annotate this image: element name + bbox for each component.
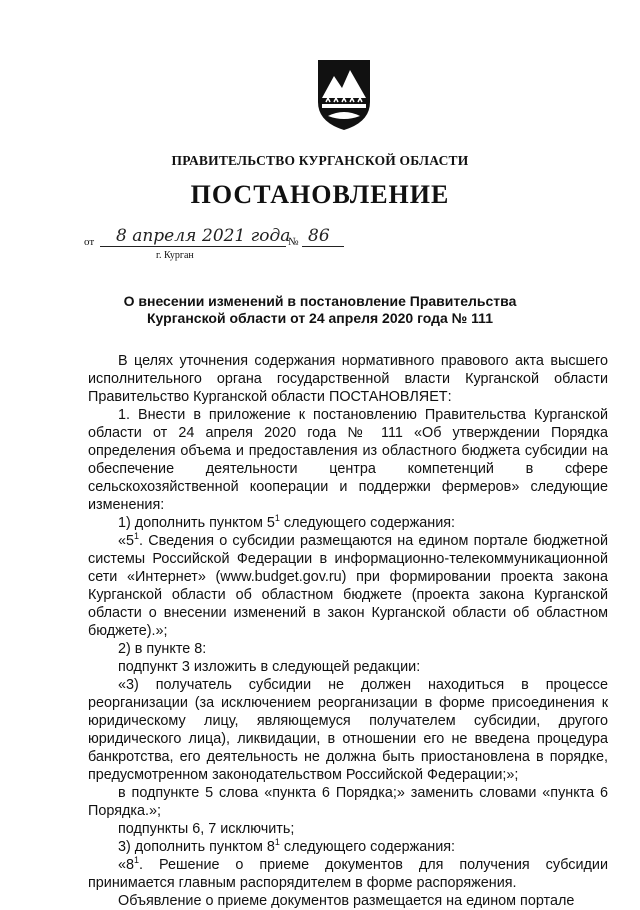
government-name: ПРАВИТЕЛЬСТВО КУРГАНСКОЙ ОБЛАСТИ xyxy=(171,153,469,168)
coat-of-arms-icon xyxy=(314,58,374,132)
handwritten-number: 86 xyxy=(308,226,330,246)
paragraph: 3) дополнить пунктом $8^1$ следующего содержания: xyxy=(118,837,456,855)
document-type: ПОСТАНОВЛЕНИЕ xyxy=(190,180,450,209)
document-title: О внесении изменений в постановление Правительства Курганской области от 24 апреля 2020 года № 111 xyxy=(123,293,517,326)
number-label: № xyxy=(288,236,299,248)
paragraph: 1. Внести в приложение к постановлению Правительства Курганской области от 24 апреля 2020 года № 111 «Об утверждении Порядка определения объема и предоставления из областного бюджета субсидии на обеспечение деятельности центра компетенций в сфере сельскохозяйственной кооперации и поддержки фермеров» следующие изменения: xyxy=(88,407,608,513)
paragraph: 2) в пункте 8: xyxy=(118,641,207,657)
paragraph: «$8^1$. Решение о приеме документов для получения субсидии принимается главным распорядителем в форме распоряжения. xyxy=(88,855,608,891)
paragraph: 1) дополнить пунктом $5^1$ следующего содержания: xyxy=(118,513,456,531)
document-body xyxy=(88,352,608,910)
city-label: г. Курган xyxy=(156,250,194,261)
date-prefix: от xyxy=(84,236,95,248)
paragraph: подпункты 6, 7 исключить; xyxy=(118,821,295,837)
handwritten-date-day: 8 апреля xyxy=(116,226,197,246)
paragraph: В целях уточнения содержания нормативного правового акта высшего исполнительного органа государственной власти Курганской области Правительство Курганской области ПОСТАНОВЛЯЕТ: xyxy=(88,353,608,405)
date-line xyxy=(84,228,344,264)
paragraph: «3) получатель субсидии не должен находиться в процессе реорганизации (за исключением реорганизации в форме присоединения к юридическому лицу, являющемуся получателем субсидии, другого юридического лица), ликвидации, в отношении его не введена процедура банкротства, его деятельность не должна быть приостановлена в порядке, предусмотренном законодательством Российской Федерации;»; xyxy=(88,677,608,783)
paragraph: в подпункте 5 слова «пункта 6 Порядка;» заменить словами «пункта 6 Порядка.»; xyxy=(88,785,608,819)
handwritten-date-year: 2021 года xyxy=(202,226,291,246)
paragraph: Объявление о приеме документов размещается на едином портале xyxy=(118,893,575,909)
paragraph: подпункт 3 изложить в следующей редакции: xyxy=(118,659,421,675)
paragraph: «$5^1$. Сведения о субсидии размещаются на едином портале бюджетной системы Российской Федерации в информационно-телекоммуникационной сети «Интернет» (www.budget.gov.ru) при формировании проекта закона Курганской области об областном бюджете (проекта закона Курганской области о внесении изменений в закон Курганской области об областном бюджете).»; xyxy=(88,531,608,639)
